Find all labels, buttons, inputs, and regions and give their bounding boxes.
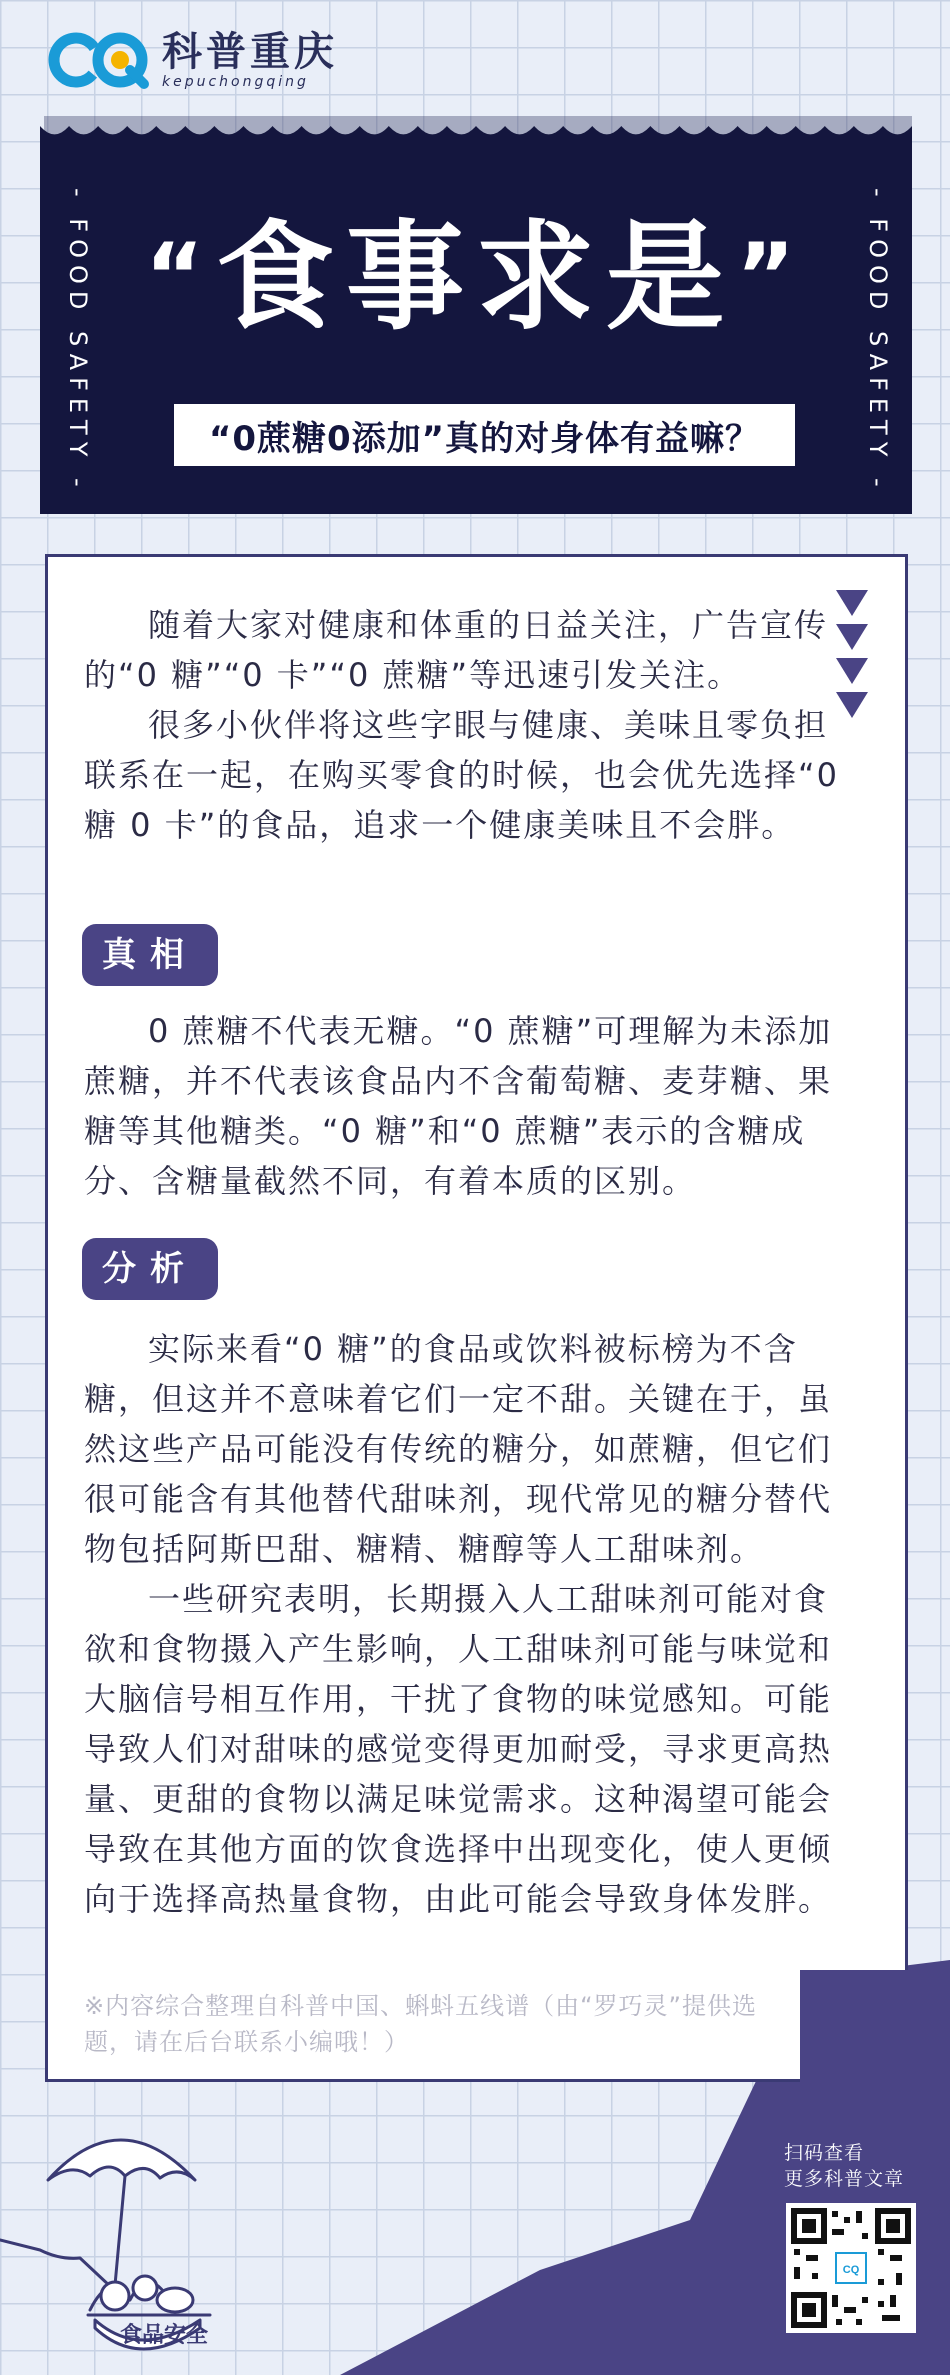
section-tag-analysis: 分析 [82, 1238, 218, 1300]
main-title [40, 208, 912, 346]
subtitle: “0蔗糖0添加”真的对身体有益嘛？ [208, 418, 760, 459]
qr-caption [784, 2140, 904, 2192]
brand-pinyin: kepuchongqing [162, 74, 309, 90]
section-tag-truth: 真相 [82, 924, 218, 986]
intro-paragraph-1: 随着大家对健康和体重的日益关注，广告宣传的“0 糖”“0 卡”“0 蔗糖”等迅速引发关注。 [84, 606, 829, 694]
cq-logo-icon [44, 28, 154, 92]
title-open-quote: “ [144, 224, 216, 329]
title-close-quote: ” [736, 224, 808, 329]
intro-paragraph-2: 很多小伙伴将这些字眼与健康、美味且零负担联系在一起，在购买零食的时候，也会优先选择“0 糖 0 卡”的食品，追求一个健康美味且不会胖。 [84, 706, 839, 844]
qr-caption-line1: 扫码查看 [784, 2142, 865, 2164]
subtitle-box [174, 404, 795, 466]
brand-logo [44, 28, 338, 92]
header-banner [40, 112, 912, 514]
side-text-right [864, 188, 892, 208]
title-text: 食事求是 [215, 208, 736, 346]
illustration-label: 食品安全 [120, 2323, 209, 2348]
truth-paragraph: 0 蔗糖不代表无糖。“0 蔗糖”可理解为未添加蔗糖，并不代表该食品内不含葡萄糖、麦芽糖、果糖等其他糖类。“0 糖”和“0 蔗糖”表示的含糖成分、含糖量截然不同，有着本质的区别。 [84, 1012, 833, 1200]
side-text-left: - FOOD SAFETY - [64, 188, 92, 494]
qr-code[interactable] [786, 2203, 916, 2333]
card-fold-corner [800, 1970, 908, 2082]
analysis-paragraph-1: 实际来看“0 糖”的食品或饮料被标榜为不含糖，但这并不意味着它们一定不甜。关键在于，虽然这些产品可能没有传统的糖分，如蔗糖，但它们很可能含有其他替代甜味剂，现代常见的糖分替代物包括阿斯巴甜、糖精、糖醇等人工甜味剂。 [84, 1330, 833, 1568]
qr-caption-line2: 更多科普文章 [784, 2168, 905, 2190]
analysis-paragraph-2: 一些研究表明，长期摄入人工甜味剂可能对食欲和食物摄入产生影响，人工甜味剂可能与味觉和大脑信号相互作用，干扰了食物的味觉感知。可能导致人们对甜味的感觉变得更加耐受，寻求更高热量、更甜的食物以满足味觉需求。这种渴望可能会导致在其他方面的饮食选择中出现变化，使人更倾向于选择高热量食物，由此可能会导致身体发胖。 [84, 1580, 833, 1918]
brand-name: 科普重庆 [162, 29, 338, 75]
svg-text:CQ: CQ [842, 2264, 860, 2276]
source-footnote: ※内容综合整理自科普中国、蝌蚪五线谱（由“罗巧灵”提供选题，请在后台联系小编哦！） [84, 1992, 757, 2056]
